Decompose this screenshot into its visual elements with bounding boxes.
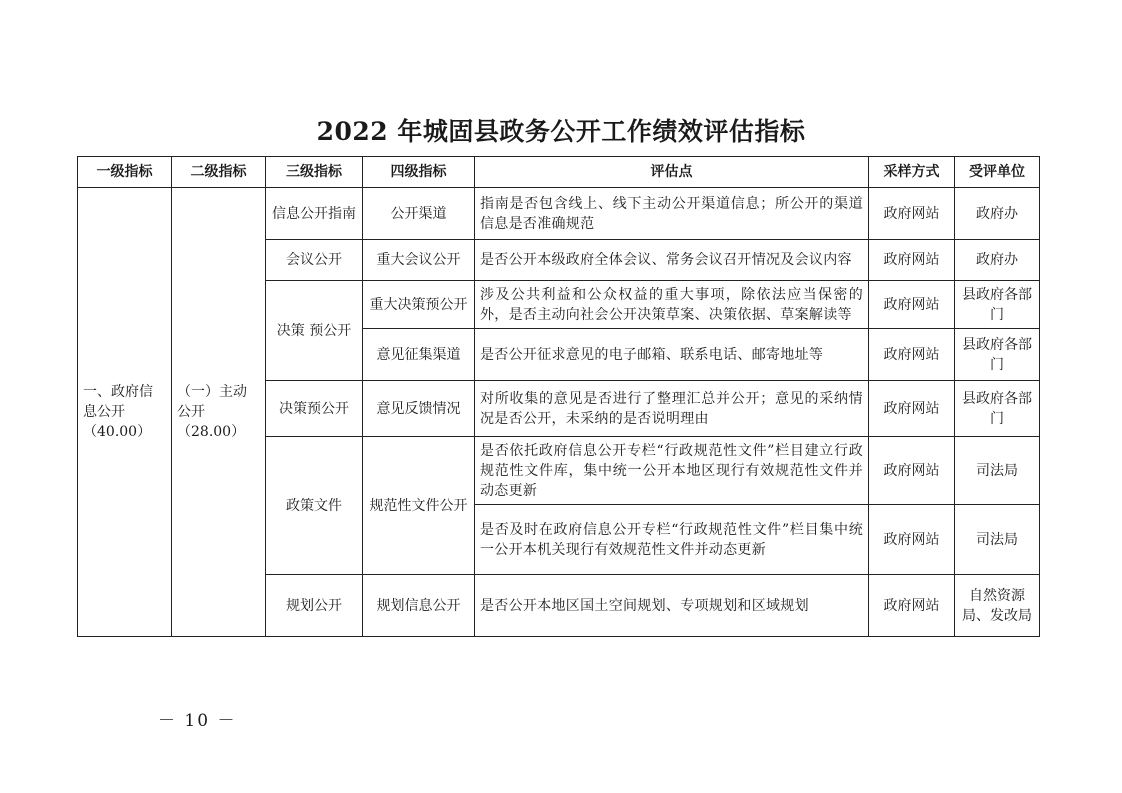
level2-cell (172, 188, 266, 637)
page-number: － 10 － (158, 711, 237, 731)
level2-score: （28.00） (177, 424, 246, 440)
unit-cell: 政府办 (955, 188, 1040, 240)
level4-cell: 规范性文件公开 (363, 437, 475, 575)
level3-cell: 决策 预公开 (266, 281, 363, 381)
level4-cell: 规划信息公开 (363, 575, 475, 637)
level4-cell: 重大决策预公开 (363, 281, 475, 329)
level4-cell: 意见反馈情况 (363, 381, 475, 437)
unit-cell: 自然资源局、发改局 (955, 575, 1040, 637)
evaluation-point-cell: 是否公开征求意见的电子邮箱、联系电话、邮寄地址等 (475, 329, 869, 381)
evaluation-point-cell: 指南是否包含线上、线下主动公开渠道信息；所公开的渠道信息是否准确规范 (475, 188, 869, 240)
level3-cell: 决策预公开 (266, 381, 363, 437)
evaluation-point-cell: 是否公开本地区国土空间规划、专项规划和区域规划 (475, 575, 869, 637)
evaluation-point-cell: 涉及公共利益和公众权益的重大事项，除依法应当保密的外，是否主动向社会公开决策草案、决策依据、草案解读等 (475, 281, 869, 329)
sampling-cell: 政府网站 (869, 575, 955, 637)
sampling-cell: 政府网站 (869, 381, 955, 437)
level4-cell: 重大会议公开 (363, 240, 475, 281)
sampling-cell: 政府网站 (869, 240, 955, 281)
evaluation-point-cell: 是否及时在政府信息公开专栏“行政规范性文件”栏目集中统一公开本机关现行有效规范性文件并动态更新 (475, 505, 869, 575)
evaluation-point-cell: 是否公开本级政府全体会议、常务会议召开情况及会议内容 (475, 240, 869, 281)
sampling-cell: 政府网站 (869, 437, 955, 505)
level3-cell: 规划公开 (266, 575, 363, 637)
document-title: 2022 年城固县政务公开工作绩效评估指标 (316, 117, 806, 146)
header-level4: 四级指标 (363, 157, 475, 188)
level3-cell: 会议公开 (266, 240, 363, 281)
table-row (78, 188, 1040, 240)
unit-cell: 县政府各部门 (955, 329, 1040, 381)
unit-cell: 县政府各部门 (955, 381, 1040, 437)
level3-cell: 政策文件 (266, 437, 363, 575)
level2-name: （一）主动公开 (177, 384, 247, 420)
header-level2: 二级指标 (172, 157, 266, 188)
table-header-row (78, 157, 1040, 188)
header-level3: 三级指标 (266, 157, 363, 188)
level1-cell (78, 188, 172, 637)
unit-cell: 县政府各部门 (955, 281, 1040, 329)
header-level1: 一级指标 (78, 157, 172, 188)
sampling-cell: 政府网站 (869, 281, 955, 329)
level3-cell: 信息公开指南 (266, 188, 363, 240)
level4-cell: 意见征集渠道 (363, 329, 475, 381)
unit-cell: 司法局 (955, 437, 1040, 505)
level1-score: （40.00） (83, 424, 152, 440)
sampling-cell: 政府网站 (869, 329, 955, 381)
sampling-cell: 政府网站 (869, 505, 955, 575)
header-unit: 受评单位 (955, 157, 1040, 188)
evaluation-table (77, 156, 1040, 637)
header-sampling: 采样方式 (869, 157, 955, 188)
sampling-cell: 政府网站 (869, 188, 955, 240)
evaluation-point-cell: 是否依托政府信息公开专栏“行政规范性文件”栏目建立行政规范性文件库，集中统一公开本地区现行有效规范性文件并动态更新 (475, 437, 869, 505)
unit-cell: 政府办 (955, 240, 1040, 281)
unit-cell: 司法局 (955, 505, 1040, 575)
level1-name: 一、政府信息公开 (83, 384, 153, 420)
evaluation-point-cell: 对所收集的意见是否进行了整理汇总并公开；意见的采纳情况是否公开，未采纳的是否说明理由 (475, 381, 869, 437)
header-evaluation-point: 评估点 (475, 157, 869, 188)
level4-cell: 公开渠道 (363, 188, 475, 240)
